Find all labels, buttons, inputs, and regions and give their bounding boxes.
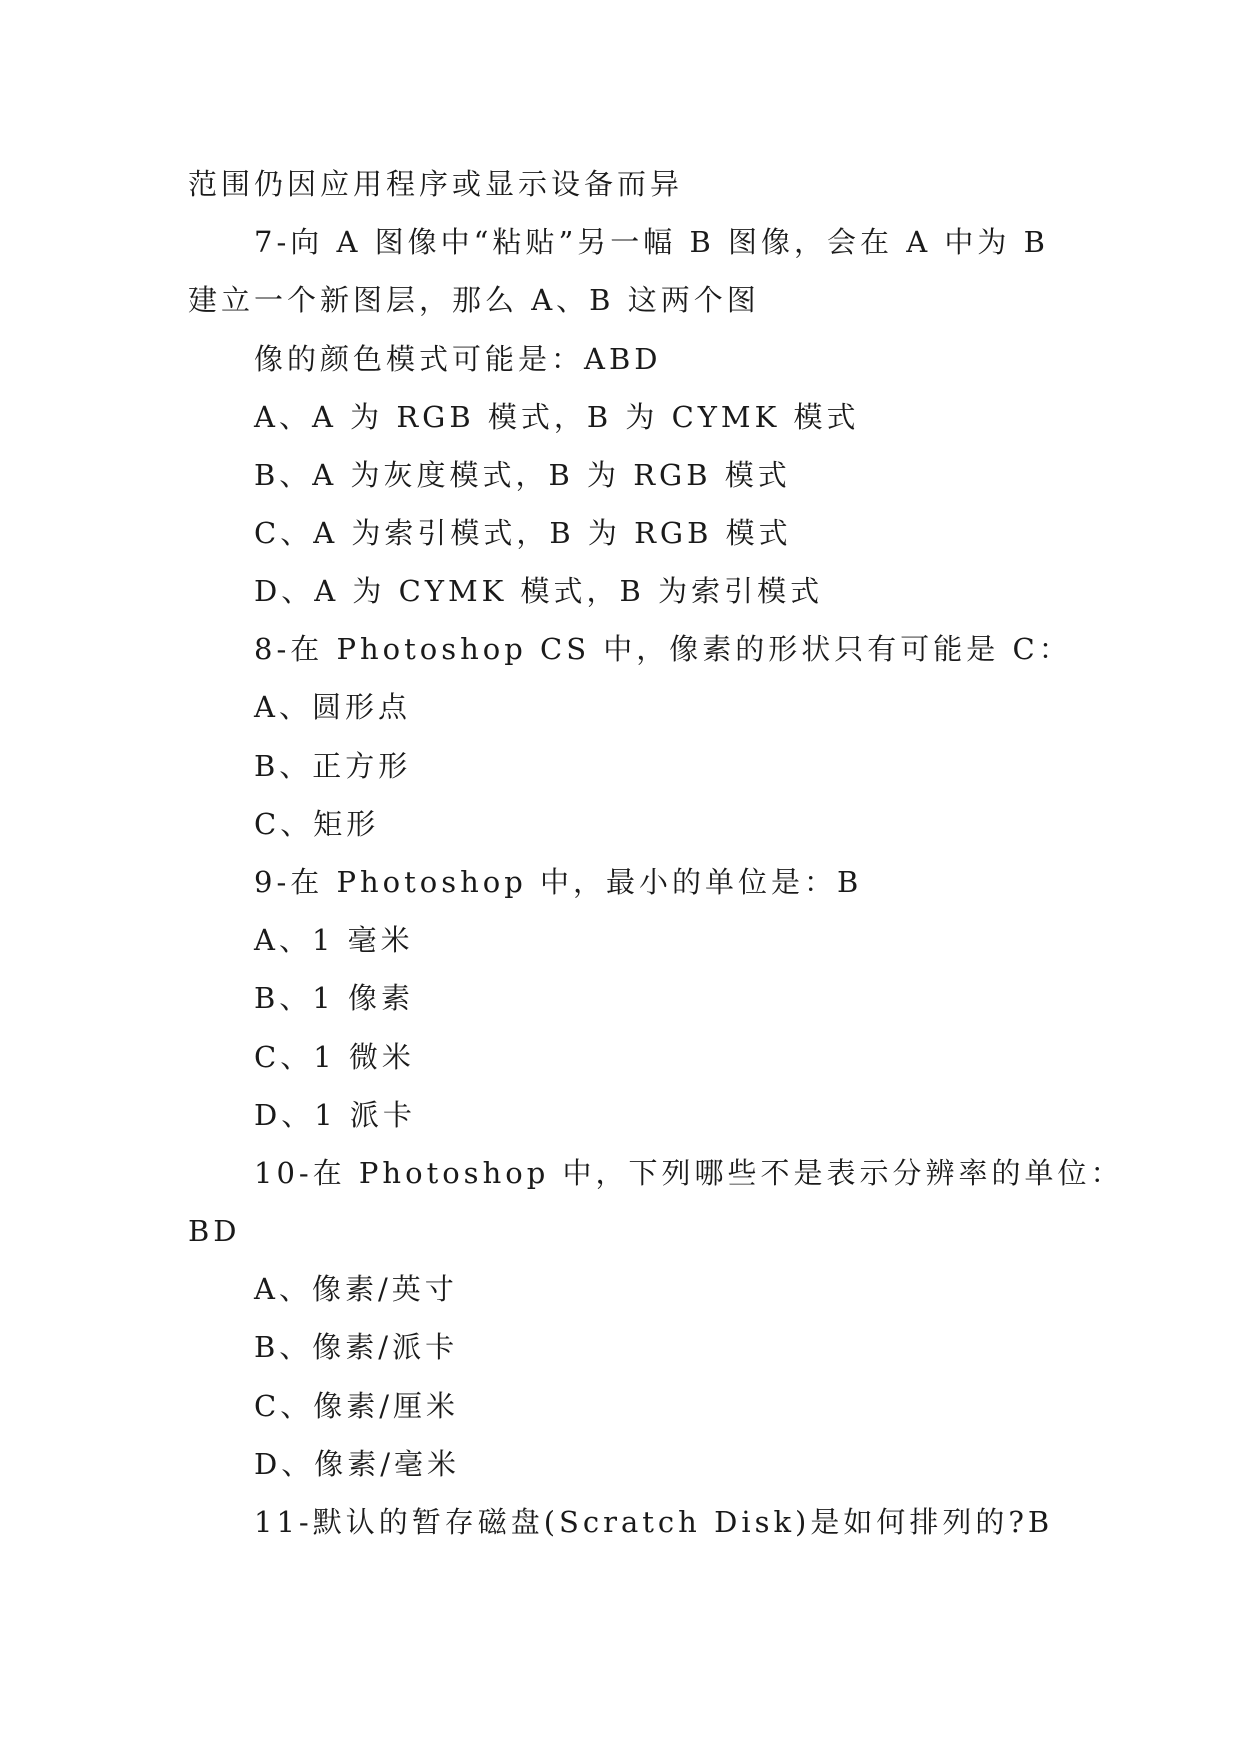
option-d: D、A 为 CYMK 模式，B 为索引模式 [254, 574, 824, 608]
option-b: B、正方形 [254, 749, 412, 783]
question-7-line-1: 7-向 A 图像中“粘贴”另一幅 B 图像，会在 A 中为 B [254, 225, 1049, 259]
question-10-line-2: BD [188, 1214, 241, 1248]
option-d: D、1 派卡 [254, 1098, 416, 1132]
option-d: D、像素/毫米 [254, 1447, 461, 1481]
option-b: B、1 像素 [254, 981, 414, 1015]
option-c: C、A 为索引模式，B 为 RGB 模式 [254, 516, 792, 550]
question-7-line-3: 像的颜色模式可能是：ABD [254, 342, 662, 376]
option-a: A、像素/英寸 [254, 1272, 458, 1306]
question-9: 9-在 Photoshop 中，最小的单位是：B [254, 865, 863, 899]
text-line: 范围仍因应用程序或显示设备而异 [188, 167, 684, 201]
option-c: C、矩形 [254, 807, 380, 841]
option-c: C、像素/厘米 [254, 1389, 459, 1423]
question-8: 8-在 Photoshop CS 中，像素的形状只有可能是 C： [254, 632, 1072, 666]
question-11: 11-默认的暂存磁盘(Scratch Disk)是如何排列的?B [254, 1505, 1054, 1539]
option-a: A、1 毫米 [254, 923, 414, 957]
option-c: C、1 微米 [254, 1040, 415, 1074]
question-7-line-2: 建立一个新图层，那么 A、B 这两个图 [188, 283, 760, 317]
option-a: A、A 为 RGB 模式，B 为 CYMK 模式 [254, 400, 860, 434]
option-b: B、像素/派卡 [254, 1330, 459, 1364]
question-10-line-1: 10-在 Photoshop 中，下列哪些不是表示分辨率的单位： [254, 1156, 1124, 1190]
option-a: A、圆形点 [254, 690, 411, 724]
option-b: B、A 为灰度模式，B 为 RGB 模式 [254, 458, 791, 492]
